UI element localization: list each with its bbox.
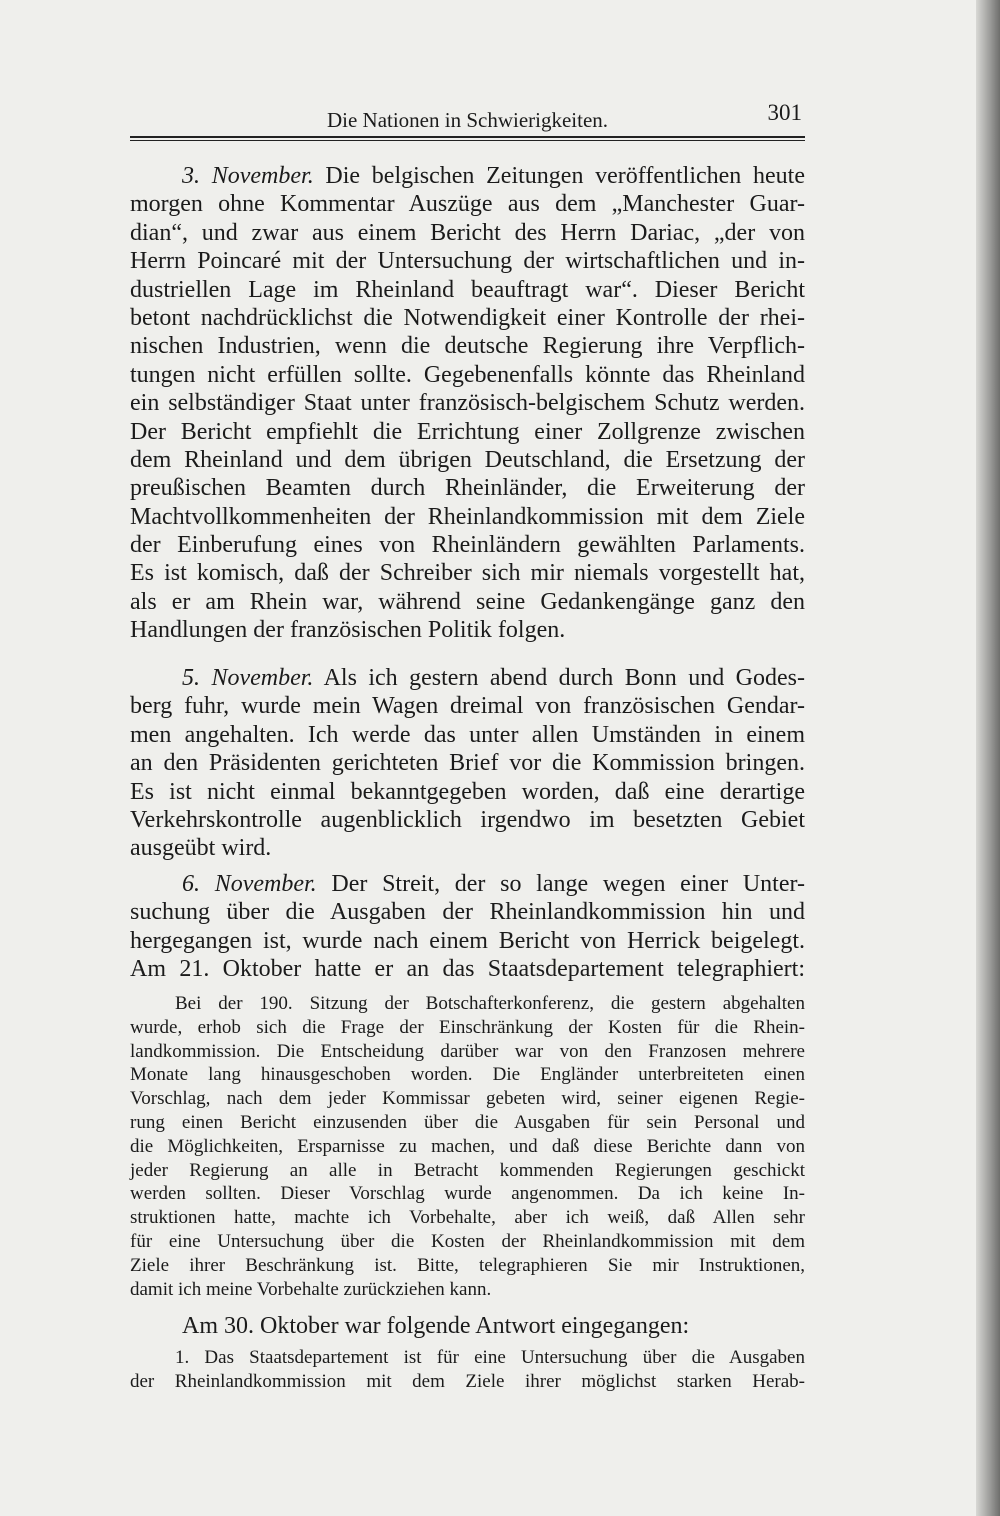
text-line: wurde, erhob sich die Frage der Einschränkung der Kosten für die Rhein- — [130, 1016, 805, 1038]
text-line: men angehalten. Ich werde das unter allen Umständen in einem — [130, 721, 805, 748]
text-line: Machtvollkommenheiten der Rheinlandkommission mit dem Ziele — [130, 503, 805, 530]
text-line: an den Präsidenten gerichteten Brief vor die Kommission bringen. — [130, 750, 805, 777]
entry-date: 3. November. — [182, 163, 314, 189]
text-line: rung einen Bericht einzusenden über die Ausgaben für sein Personal und — [130, 1111, 805, 1133]
text-line: Handlungen der französischen Politik folgen. — [130, 617, 566, 644]
text-line: Der Bericht empfiehlt die Errichtung einer Zollgrenze zwischen — [130, 418, 805, 445]
entry-date: 5. November. — [182, 665, 314, 691]
text-line: der Rheinlandkommission mit dem Ziele ihrer möglichst starken Herab- — [130, 1370, 805, 1392]
text-line: jeder Regierung an alle in Betracht kommenden Regierungen geschickt — [130, 1159, 805, 1181]
entry-text: Der Streit, der so lange wegen einer Unter- — [316, 871, 805, 897]
text-line: hergegangen ist, wurde nach einem Bericht von Herrick beigelegt. — [130, 927, 805, 954]
entry-date: 6. November. — [182, 871, 317, 897]
text-line: struktionen hatte, machte ich Vorbehalte, aber ich weiß, daß Allen sehr — [130, 1207, 805, 1229]
text-line: damit ich meine Vorbehalte zurückziehen kann. — [130, 1278, 492, 1300]
page-edge — [976, 0, 1000, 1516]
text-line: Bei der 190. Sitzung der Botschafterkonferenz, die gestern abgehalten — [175, 993, 805, 1014]
entry-text: Als ich gestern abend durch Bonn und Godes- — [313, 665, 805, 691]
header-rule — [130, 136, 805, 138]
text-line: preußischen Beamten durch Rheinländer, die Erweiterung der — [130, 475, 805, 502]
page-number: 301 — [767, 100, 802, 125]
entry-text: Die belgischen Zeitungen veröffentlichen heute — [313, 163, 805, 189]
text-line: Am 30. Oktober war folgende Antwort eingegangen: — [182, 1313, 690, 1339]
running-header: Die Nationen in Schwierigkeiten. — [326, 108, 609, 132]
text-line: morgen ohne Kommentar Auszüge aus dem „Manchester Guar- — [130, 191, 805, 218]
text-line: für eine Untersuchung über die Kosten der Rheinlandkommission mit dem — [130, 1230, 805, 1252]
text-line: ausgeübt wird. — [130, 835, 272, 862]
text-line — [130, 870, 805, 898]
telegram-quote — [130, 992, 805, 1301]
text-line: Am 21. Oktober hatte er an das Staatsdepartement telegraphiert: — [130, 956, 805, 983]
paragraph-30-oktober — [130, 1312, 805, 1340]
text-line: die Möglichkeiten, Ersparnisse zu machen, und daß diese Berichte dann von — [130, 1135, 805, 1157]
text-line: Verkehrskontrolle augenblicklich irgendwo im besetzten Gebiet — [130, 806, 805, 833]
text-line: suchung über die Ausgaben der Rheinlandkommission hin und — [130, 899, 805, 926]
text-line: dem Rheinland und dem übrigen Deutschland, die Ersetzung der — [130, 446, 805, 473]
reply-quote — [130, 1346, 805, 1394]
header-rule-thin — [130, 140, 805, 141]
text-line — [130, 162, 805, 190]
text-line: 1. Das Staatsdepartement ist für eine Untersuchung über die Ausgaben — [175, 1347, 805, 1368]
paragraph-3-november — [130, 162, 805, 645]
text-line: nischen Industrien, wenn die deutsche Regierung ihre Verpflich- — [130, 333, 805, 360]
text-line: Vorschlag, nach dem jeder Kommissar gebeten wird, seiner eigenen Regie- — [130, 1088, 805, 1110]
text-line — [130, 664, 805, 692]
text-line: Herrn Poincaré mit der Untersuchung der wirtschaftlichen und in- — [130, 248, 805, 275]
text-line: betont nachdrücklichst die Notwendigkeit einer Kontrolle der rhei- — [130, 304, 805, 331]
text-line: als er am Rhein war, während seine Gedankengänge ganz den — [130, 588, 805, 615]
text-line: tungen nicht erfüllen sollte. Gegebenenfalls könnte das Rheinland — [130, 361, 805, 388]
paragraph-5-november — [130, 664, 805, 863]
text-line: Es ist nicht einmal bekanntgegeben worden, daß eine derartige — [130, 778, 805, 805]
text-line: werden sollten. Dieser Vorschlag wurde angenommen. Da ich keine In- — [130, 1183, 805, 1205]
text-line: Monate lang hinausgeschoben worden. Die Engländer unterbreiteten einen — [130, 1064, 805, 1086]
text-line: Es ist komisch, daß der Schreiber sich mir niemals vorgestellt hat, — [130, 560, 805, 587]
text-line: Ziele ihrer Beschränkung ist. Bitte, telegraphieren Sie mir Instruktionen, — [130, 1254, 805, 1276]
text-line: landkommission. Die Entscheidung darüber war von den Franzosen mehrere — [130, 1040, 805, 1062]
text-line: dian“, und zwar aus einem Bericht des Herrn Dariac, „der von — [130, 219, 805, 246]
text-line: berg fuhr, wurde mein Wagen dreimal von französischen Gendar- — [130, 693, 805, 720]
text-line: ein selbständiger Staat unter französisch-belgischem Schutz werden. — [130, 390, 805, 417]
text-line: dustriellen Lage im Rheinland beauftragt war“. Dieser Bericht — [130, 276, 805, 303]
text-line: der Einberufung eines von Rheinländern gewählten Parlaments. — [130, 532, 805, 559]
paragraph-6-november — [130, 870, 805, 984]
